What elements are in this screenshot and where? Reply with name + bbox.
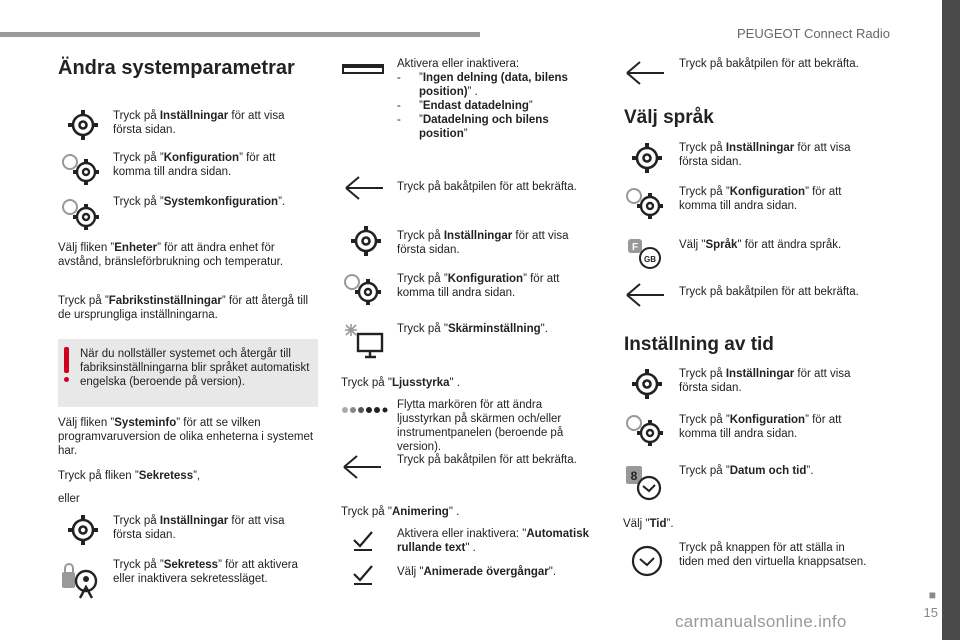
- gear-pair-icon: [58, 195, 104, 233]
- para-privacy-tab: Tryck på fliken ”Sekretess”,: [58, 470, 201, 482]
- lang-icon-f: F: [631, 242, 639, 253]
- para-or: eller: [58, 493, 80, 505]
- heading-language: Välj språk: [624, 107, 714, 128]
- step-configuration-display: Tryck på ”Konfiguration” för att komma till andra sidan.: [397, 273, 560, 299]
- header-title: PEUGEOT Connect Radio: [737, 26, 890, 41]
- option-auto-scroll: Aktivera eller inaktivera: "Automatisk rullande text" .: [397, 528, 589, 554]
- para-brightness: Tryck på "Ljusstyrka" .: [341, 377, 460, 389]
- checkbox-checked-icon[interactable]: [352, 530, 376, 552]
- time-step-datetime: Tryck på ”Datum och tid”.: [679, 465, 814, 477]
- back-arrow-icon: [341, 454, 383, 480]
- checkbox-checked-icon[interactable]: [352, 564, 376, 586]
- gear-pair-icon: [340, 270, 386, 308]
- para-system-info: Välj fliken ”Systeminfo” för att se vilken programvaruversion de olika enheterna i systemet har.: [58, 417, 314, 457]
- clock-icon: [624, 462, 666, 502]
- back-confirm-4: Tryck på bakåtpilen för att bekräfta.: [679, 286, 859, 298]
- screen-settings-icon: [342, 322, 386, 360]
- time-step-configuration: Tryck på ”Konfiguration” för att komma till andra sidan.: [679, 414, 842, 440]
- warning-box: [58, 339, 318, 407]
- step-configuration: Tryck på ”Konfiguration” för att komma till andra sidan.: [113, 152, 276, 178]
- lang-step-configuration: Tryck på ”Konfiguration” för att komma till andra sidan.: [679, 186, 842, 212]
- slider-icon: [340, 405, 388, 415]
- slider-instruction: Flytta markören för att ändra ljusstyrkan på skärmen och/eller instrumentpanelen (beroende på version).: [397, 399, 564, 453]
- gear-icon: [66, 513, 100, 547]
- gear-pair-icon: [622, 184, 668, 222]
- gear-icon: [66, 108, 100, 142]
- back-arrow-icon: [343, 175, 385, 201]
- back-arrow-icon: [624, 60, 666, 86]
- lang-step-settings: Tryck på Inställningar för att visa första sidan.: [679, 142, 851, 168]
- continue-marker: ■: [928, 588, 936, 602]
- gear-pair-icon: [622, 411, 668, 449]
- lang-step-select: Välj "Språk" för att ändra språk.: [679, 239, 842, 251]
- option-animated-transitions: Välj "Animerade övergångar".: [397, 566, 557, 578]
- watermark: carmanualsonline.info: [675, 612, 847, 631]
- gear-icon: [630, 367, 664, 401]
- clock-badge: 8: [630, 469, 638, 483]
- privacy-option: - ”Ingen delning (data, bilens position)” .: [397, 71, 597, 99]
- back-confirm-3: Tryck på bakåtpilen för att bekräfta.: [679, 58, 859, 70]
- lang-icon-gb: GB: [644, 255, 656, 264]
- side-tab: [942, 0, 960, 640]
- gear-icon: [349, 224, 383, 258]
- step-settings-display: Tryck på Inställningar för att visa första sidan.: [397, 230, 569, 256]
- time-step-settings: Tryck på Inställningar för att visa första sidan.: [679, 368, 851, 394]
- page-number: 15: [923, 605, 938, 620]
- para-factory-reset: Tryck på ”Fabrikstinställningar” för att återgå till de ursprungliga inställningarna.: [58, 295, 309, 321]
- language-icon: [626, 237, 666, 269]
- back-arrow-icon: [624, 282, 666, 308]
- gear-icon: [630, 141, 664, 175]
- para-animation: Tryck på "Animering" .: [341, 506, 460, 518]
- step-system-config: Tryck på ”Systemkonfiguration”.: [113, 196, 286, 208]
- para-select-time: Välj "Tid”.: [623, 518, 674, 530]
- heading-time: Inställning av tid: [624, 334, 774, 355]
- privacy-icon: [60, 560, 104, 600]
- keypad-button-icon: [630, 544, 664, 578]
- privacy-options: [397, 71, 597, 141]
- step-privacy: Tryck på ”Sekretess” för att aktivera eller inaktivera sekretessläget.: [113, 559, 298, 585]
- privacy-intro: Aktivera eller inaktivera:: [397, 58, 520, 70]
- step-screen-settings: Tryck på "Skärminställning".: [397, 323, 548, 335]
- para-units: Välj fliken ”Enheter” för att ändra enhet för avstånd, bränsleförbrukning och temperatur.: [58, 242, 284, 268]
- step-settings-2: Tryck på Inställningar för att visa första sidan.: [113, 515, 285, 541]
- toggle-bar-icon: [342, 62, 384, 76]
- warning-icon: [64, 347, 69, 373]
- privacy-option: - ”Endast datadelning”: [397, 99, 597, 113]
- header-bar: [0, 32, 480, 37]
- warning-text: När du nollställer systemet och återgår till fabriksinställningarna blir språket automatiskt engelska (beroende på version).: [80, 348, 310, 388]
- privacy-option: - ”Datadelning och bilens position”: [397, 113, 597, 141]
- step-settings: Tryck på Inställningar för att visa första sidan.: [113, 110, 285, 136]
- heading-system-params: Ändra systemparametrar: [58, 57, 295, 79]
- back-confirm-2: Tryck på bakåtpilen för att bekräfta.: [397, 454, 577, 466]
- time-step-keypad: Tryck på knappen för att ställa in tiden med den virtuella knappsatsen.: [679, 542, 867, 568]
- gear-pair-icon: [58, 150, 104, 188]
- back-confirm-1: Tryck på bakåtpilen för att bekräfta.: [397, 181, 577, 193]
